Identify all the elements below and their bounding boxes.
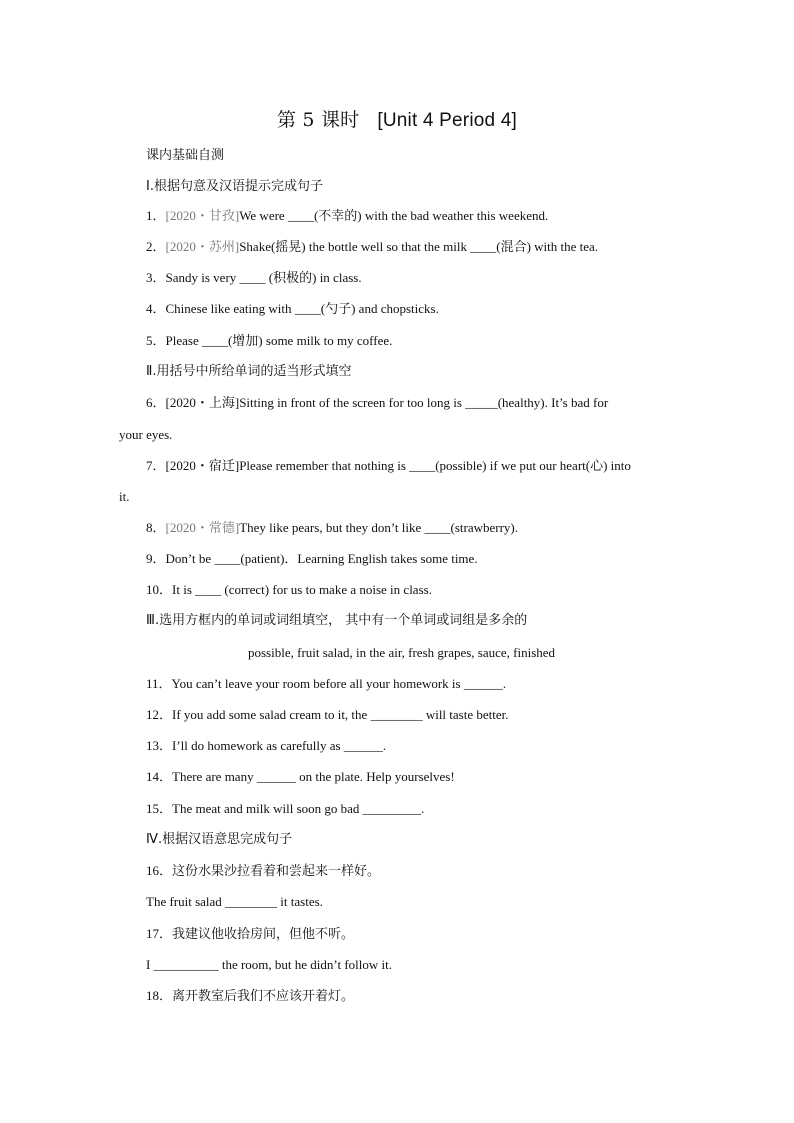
question-16-en: The fruit salad ________ it tastes. — [146, 894, 323, 909]
question-source: [2020・甘孜] — [165, 208, 240, 223]
question-7-line-2: it. — [119, 489, 130, 504]
question-6-line-2: your eyes. — [119, 427, 173, 442]
word-box: possible, fruit salad, in the air, fresh grapes, sauce, finished — [248, 645, 556, 660]
question-text: We were ____(不幸的) with the bad weather this weekend. — [239, 208, 549, 223]
question-9 — [146, 551, 478, 567]
question-number: 18． — [146, 988, 173, 1003]
section-four-heading: Ⅳ.根据汉语意思完成句子 — [146, 832, 293, 847]
question-3 — [146, 270, 362, 286]
question-number: 7． — [146, 458, 166, 473]
question-1 — [146, 208, 548, 224]
question-text: The meat and milk will soon go bad _________. — [172, 801, 425, 816]
question-number: 10． — [146, 582, 173, 597]
section-three-heading: Ⅲ.选用方框内的单词或词组填空， 其中有一个单词或词组是多余的 — [146, 613, 528, 628]
question-text: It is ____ (correct) for us to make a noise in class. — [172, 582, 432, 597]
question-source: [2020・苏州] — [165, 239, 240, 254]
question-text: I’ll do homework as carefully as ______. — [172, 738, 387, 753]
question-text: 这份水果沙拉看着和尝起来一样好。 — [172, 864, 381, 879]
question-number: 4． — [146, 301, 166, 316]
question-number: 6． — [146, 395, 166, 410]
question-text: Sitting in front of the screen for too long is _____(healthy). It’s bad for — [239, 395, 609, 410]
question-text: Please ____(增加) some milk to my coffee. — [165, 333, 393, 348]
lesson-number: 第 5 课时 — [276, 109, 360, 131]
unit-period: [Unit 4 Period 4] — [377, 110, 517, 131]
question-number: 2． — [146, 239, 166, 254]
question-number: 8． — [146, 520, 166, 535]
question-15 — [146, 801, 424, 817]
question-14 — [146, 769, 455, 785]
question-number: 9． — [146, 551, 166, 566]
question-6-line-1 — [146, 395, 608, 411]
question-number: 16． — [146, 863, 173, 878]
page-title — [0, 105, 794, 132]
question-number: 11． — [146, 676, 172, 691]
question-11 — [146, 676, 506, 692]
section-two-heading: Ⅱ.用括号中所给单词的适当形式填空 — [146, 364, 352, 379]
question-number: 5． — [146, 333, 166, 348]
question-number: 12． — [146, 707, 173, 722]
question-number: 17． — [146, 926, 173, 941]
question-13 — [146, 738, 386, 754]
question-source: [2020・宿迁] — [165, 458, 240, 473]
question-text: Sandy is very ____ (积极的) in class. — [165, 270, 362, 285]
question-number: 1． — [146, 208, 166, 223]
question-text: They like pears, but they don’t like ____(strawberry). — [239, 520, 519, 535]
section-heading: 课内基础自测 — [146, 148, 225, 163]
question-source: [2020・常德] — [165, 520, 240, 535]
section-one-heading: Ⅰ.根据句意及汉语提示完成句子 — [146, 179, 323, 194]
question-12 — [146, 707, 509, 723]
question-text: There are many ______ on the plate. Help yourselves! — [172, 769, 455, 784]
question-number: 14． — [146, 769, 173, 784]
question-number: 15． — [146, 801, 173, 816]
question-text: 离开教室后我们不应该开着灯。 — [172, 989, 355, 1004]
question-text: You can’t leave your room before all your homework is ______. — [171, 676, 507, 691]
question-4 — [146, 301, 439, 317]
question-text: Don’t be ____(patient)．Learning English takes some time. — [165, 551, 478, 566]
question-18-zh — [146, 988, 354, 1005]
question-5 — [146, 333, 392, 349]
question-number: 3． — [146, 270, 166, 285]
question-2 — [146, 239, 598, 255]
question-source: [2020・上海] — [165, 395, 240, 410]
question-17-zh — [146, 926, 354, 943]
question-number: 13． — [146, 738, 173, 753]
question-text: Chinese like eating with ____(勺子) and chopsticks. — [165, 301, 439, 316]
question-17-en: I __________ the room, but he didn’t follow it. — [146, 957, 393, 972]
question-16-zh — [146, 863, 380, 880]
question-text: 我建议他收拾房间，但他不听。 — [172, 927, 355, 942]
question-7-line-1 — [146, 458, 631, 474]
question-text: Please remember that nothing is ____(possible) if we put our heart(心) into — [239, 458, 631, 473]
question-8 — [146, 520, 518, 536]
question-text: Shake(摇晃) the bottle well so that the milk ____(混合) with the tea. — [239, 239, 599, 254]
question-text: If you add some salad cream to it, the ________ will taste better. — [172, 707, 509, 722]
question-10 — [146, 582, 432, 598]
